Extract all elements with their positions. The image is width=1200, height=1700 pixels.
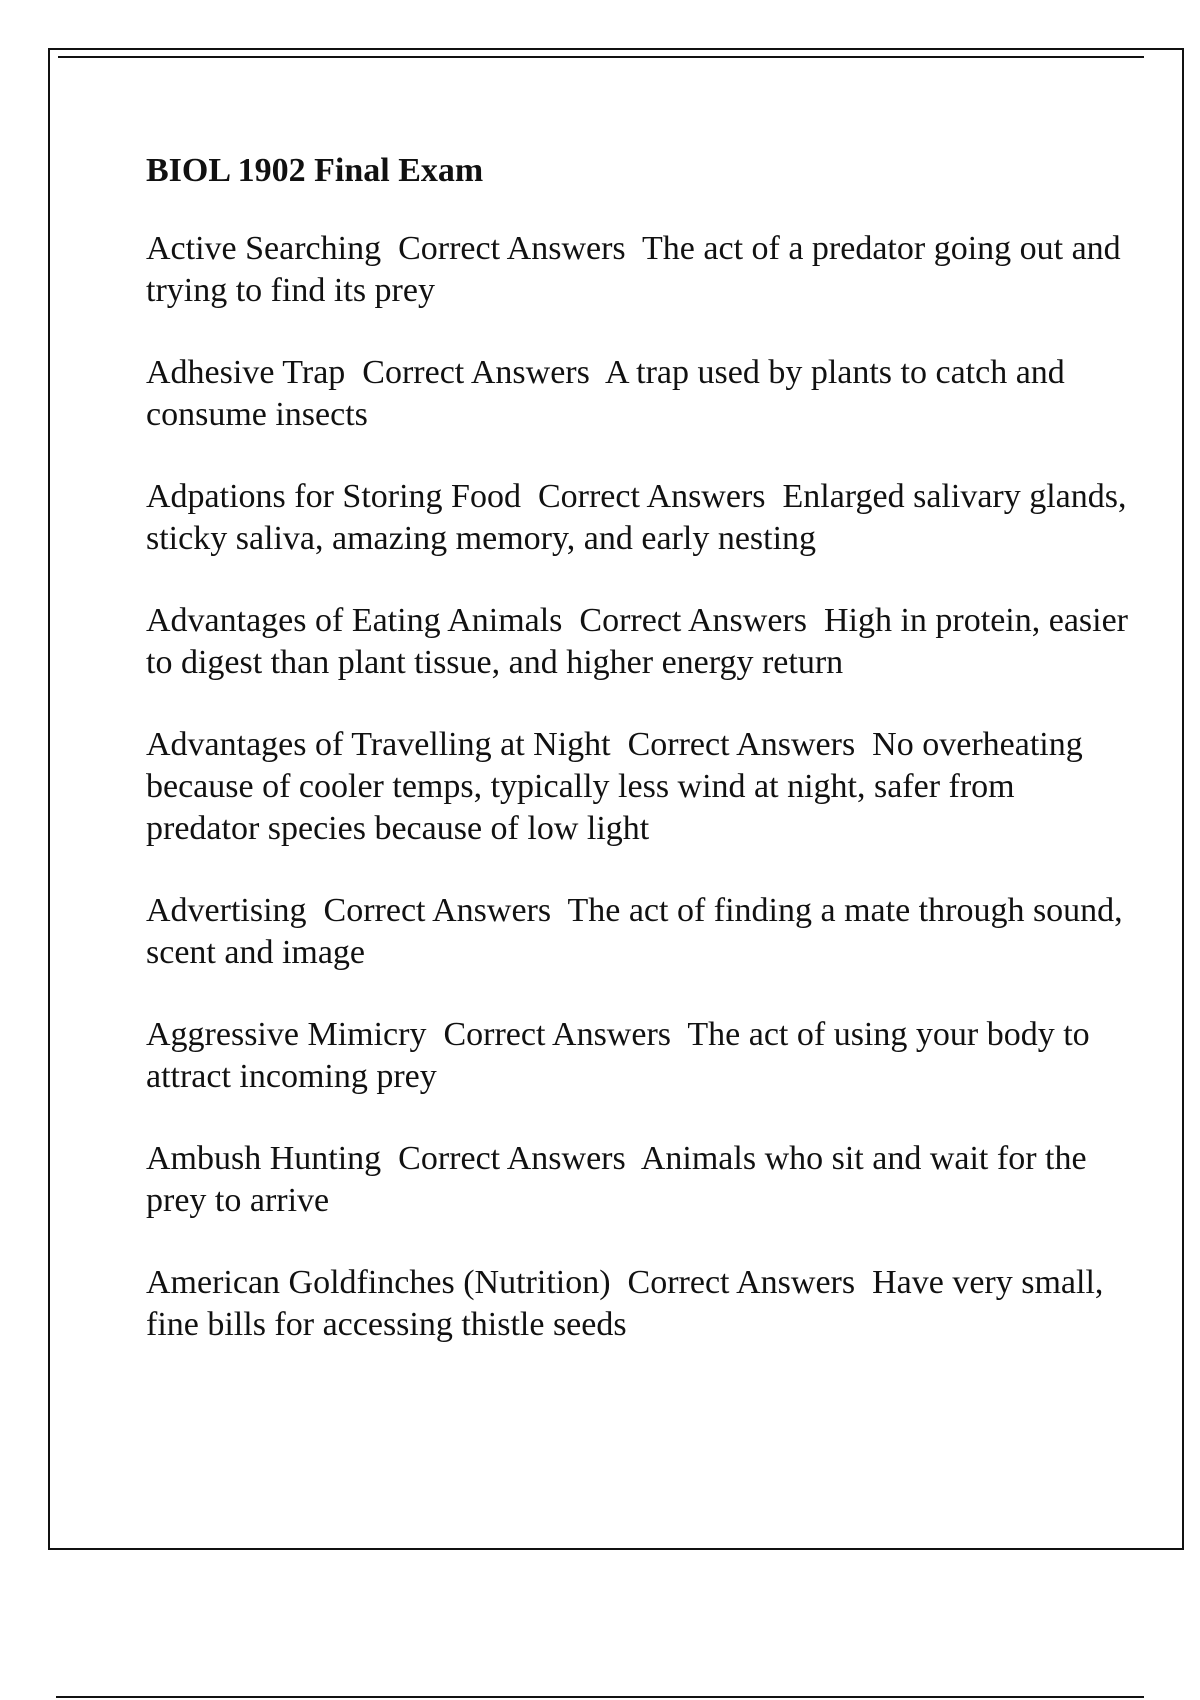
document-title: BIOL 1902 Final Exam — [146, 152, 484, 189]
qa-entry: American Goldfinches (Nutrition) Correct Answers Have very small, fine bills for accessing thistle seeds — [146, 1264, 1112, 1343]
qa-entry: Aggressive Mimicry Correct Answers The act of using your body to attract incoming prey — [146, 1016, 1099, 1095]
qa-entry: Ambush Hunting Correct Answers Animals who sit and wait for the prey to arrive — [146, 1140, 1096, 1219]
document-body — [146, 150, 1136, 1386]
top-rule — [58, 56, 1144, 58]
qa-entry: Advertising Correct Answers The act of finding a mate through sound, scent and image — [146, 892, 1132, 971]
bottom-rule — [56, 1696, 1144, 1698]
page-frame — [48, 48, 1184, 1550]
qa-entry: Active Searching Correct Answers The act of a predator going out and trying to find its prey — [146, 230, 1130, 309]
qa-entry: Advantages of Travelling at Night Correct Answers No overheating because of cooler temps, typically less wind at night, safer from predator species because of low light — [146, 726, 1092, 847]
qa-entry: Adpations for Storing Food Correct Answers Enlarged salivary glands, sticky saliva, amazing memory, and early nesting — [146, 478, 1136, 557]
qa-entry: Advantages of Eating Animals Correct Answers High in protein, easier to digest than plant tissue, and higher energy return — [146, 602, 1137, 681]
qa-entry: Adhesive Trap Correct Answers A trap used by plants to catch and consume insects — [146, 354, 1074, 433]
